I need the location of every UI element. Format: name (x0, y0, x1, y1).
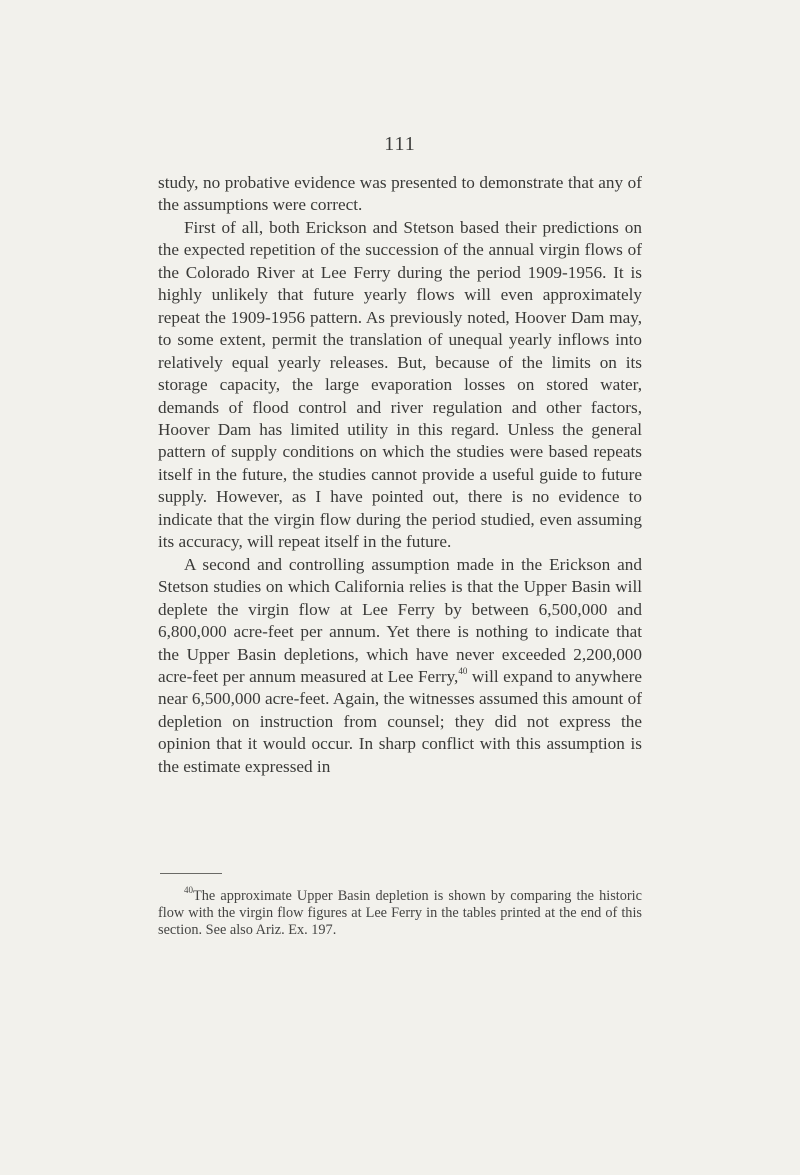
paragraph-2: First of all, both Erickson and Stetson based their predictions on the expected repetition of the succession of the annual virgin flows of the Colorado River at Lee Ferry during the period 1909-1956. It is highly unlikely that future yearly flows will even approximately repeat the 1909-1956 pattern. As previously noted, Hoover Dam may, to some extent, permit the translation of unequal yearly inflows into relatively equal yearly releases. But, because of the limits on its storage capacity, the large evaporation losses on stored water, demands of flood control and river regulation and other factors, Hoover Dam has limited utility in this regard. Unless the general pattern of supply conditions on which the studies were based repeats itself in the future, the studies cannot provide a useful guide to future supply. However, as I have pointed out, there is no evidence to indicate that the virgin flow during the period studied, even assuming its accuracy, will repeat itself in the future. (158, 217, 642, 552)
footnote-text: The approximate Upper Basin depletion is shown by comparing the historic flow with the virgin flow figures at Lee Ferry in the tables printed at the end of this section. See also Ariz. Ex. 197. (158, 888, 642, 938)
paragraph-1: study, no probative evidence was presented to demonstrate that any of the assumptions were correct. (158, 173, 642, 215)
paragraph-3 (158, 554, 642, 779)
paragraph-3-text-a: A second and controlling assumption made in the Erickson and Stetson studies on which California relies is that the Upper Basin will deplete the virgin flow at Lee Ferry by between 6,500,000 and 6,800,000 acre-feet per annum. Yet there is nothing to indicate that the Upper Basin depletions, which have never exceeded 2,200,000 acre-feet per annum measured at Lee Ferry, (158, 554, 642, 686)
footnote-marker: 40 (184, 885, 193, 896)
body-text (158, 172, 642, 778)
footnote-divider (160, 873, 222, 874)
paragraph-3-text-b: will expand to anywhere near 6,500,000 acre-feet. Again, the witnesses assumed this amount of depletion on instruction from counsel; they did not express the opinion that it would occur. In sharp conflict with this assumption is the estimate expressed in (158, 666, 642, 776)
footnote-reference-40[interactable]: 40 (458, 666, 468, 677)
footnote-40 (158, 885, 642, 938)
page-number: 111 (384, 133, 416, 155)
